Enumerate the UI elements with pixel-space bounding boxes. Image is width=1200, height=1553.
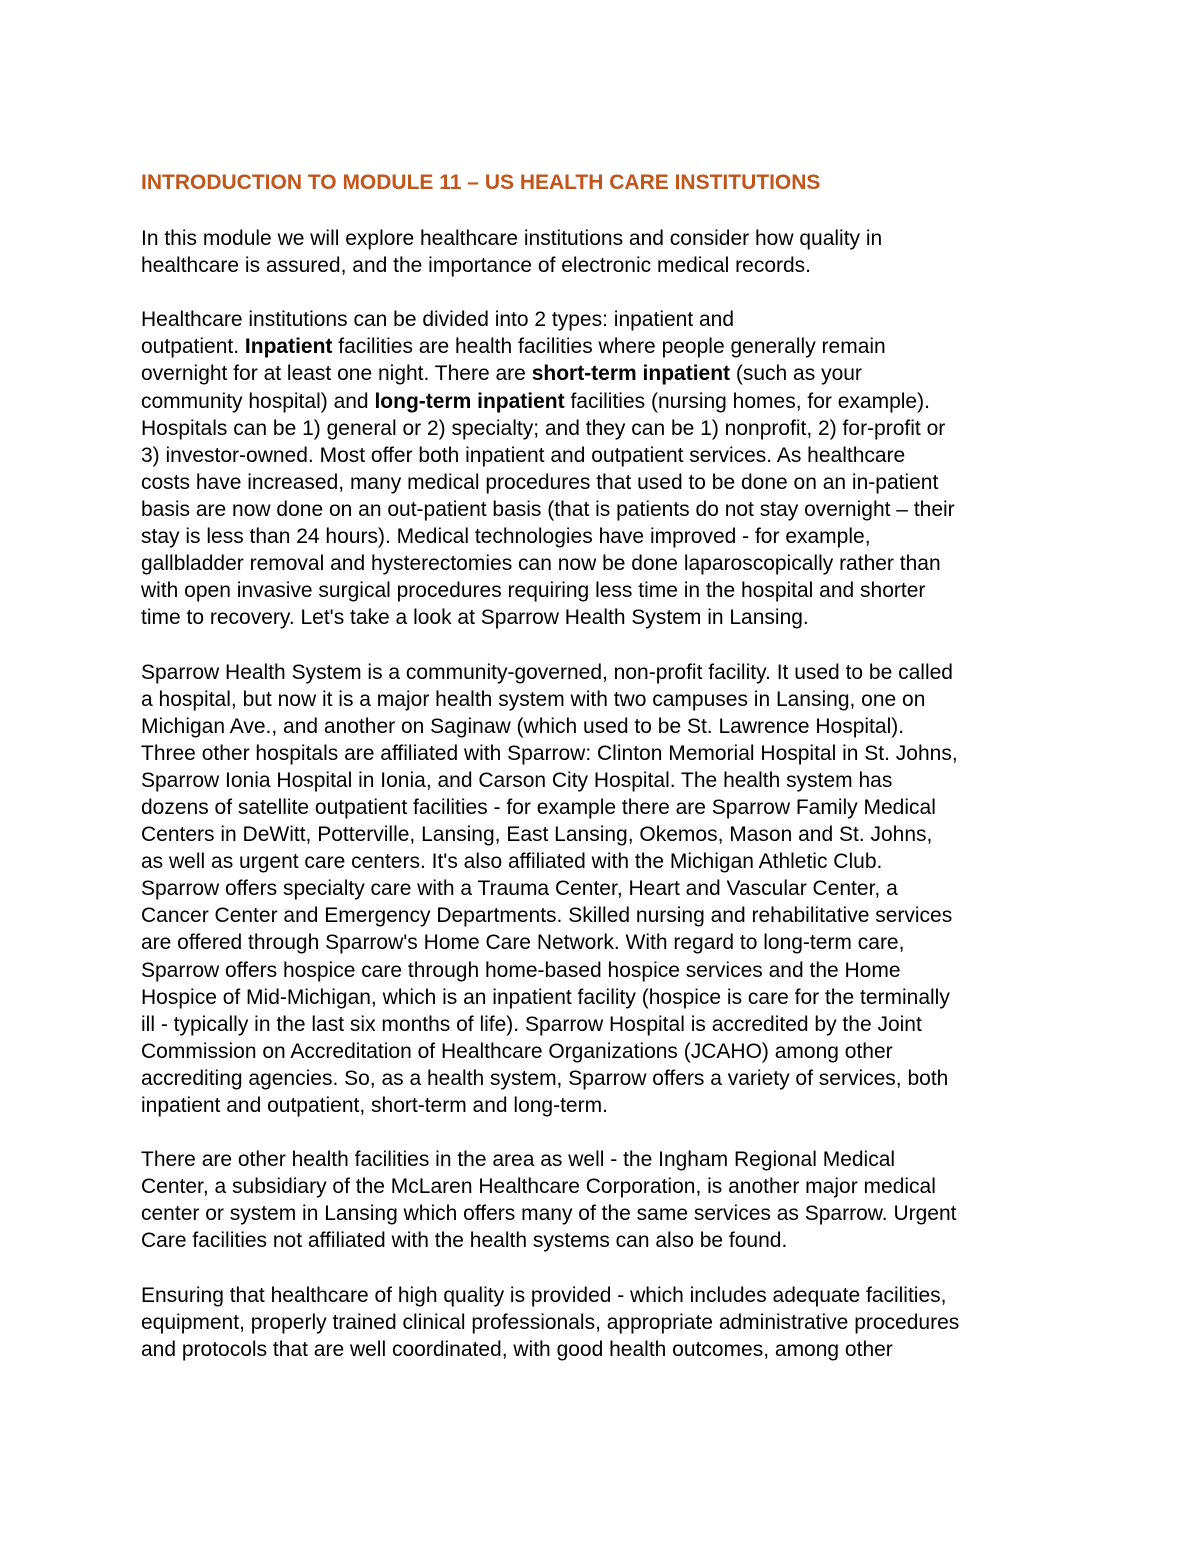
text-line — [141, 442, 1071, 469]
text-run: costs have increased, many medical procedures that used to be done on an in-patient — [141, 470, 939, 494]
text-run: time to recovery. Let's take a look at Sparrow Health System in Lansing. — [141, 606, 809, 630]
text-run: Sparrow offers hospice care through home-based hospice services and the Home — [141, 958, 901, 982]
text-run: Sparrow Health System is a community-governed, non-profit facility. It used to be called — [141, 660, 953, 684]
text-run: center or system in Lansing which offers many of the same services as Sparrow. Urgent — [141, 1202, 957, 1226]
text-line — [141, 550, 1071, 577]
text-run: outpatient. — [141, 335, 245, 359]
document-title: INTRODUCTION TO MODULE 11 – US HEALTH CARE INSTITUTIONS — [141, 171, 821, 194]
text-run: ill - typically in the last six months of life). Sparrow Hospital is accredited by the Joint — [141, 1012, 922, 1036]
text-run: dozens of satellite outpatient facilities - for example there are Sparrow Family Medical — [141, 795, 936, 819]
text-run: Sparrow Ionia Hospital in Ionia, and Carson City Hospital. The health system has — [141, 768, 893, 792]
text-line — [141, 794, 1071, 821]
text-line — [141, 252, 1071, 279]
text-line — [141, 333, 1071, 360]
text-run: Commission on Accreditation of Healthcare Organizations (JCAHO) among other — [141, 1039, 893, 1063]
text-run: In this module we will explore healthcare institutions and consider how quality in — [141, 227, 883, 250]
text-run: Hospitals can be 1) general or 2) specialty; and they can be 1) nonprofit, 2) for-profit or — [141, 416, 946, 440]
text-run: gallbladder removal and hysterectomies can now be done laparoscopically rather than — [141, 552, 941, 576]
text-line — [141, 306, 1071, 333]
text-line — [141, 740, 1071, 767]
text-run: accrediting agencies. So, as a health system, Sparrow offers a variety of services, both — [141, 1066, 949, 1090]
text-line — [141, 984, 1071, 1011]
text-line — [141, 415, 1071, 442]
text-run: Cancer Center and Emergency Departments. Skilled nursing and rehabilitative services — [141, 904, 953, 928]
text-line — [141, 388, 1071, 415]
paragraph-4 — [141, 1146, 1071, 1254]
text-run: Three other hospitals are affiliated with Sparrow: Clinton Memorial Hospital in St. Johns, — [141, 741, 958, 765]
text-line — [141, 1065, 1071, 1092]
text-run: There are other health facilities in the area as well - the Ingham Regional Medical — [141, 1148, 896, 1172]
paragraph-3 — [141, 659, 1071, 1120]
text-run: with open invasive surgical procedures requiring less time in the hospital and shorter — [141, 579, 926, 603]
text-run: Hospice of Mid-Michigan, which is an inpatient facility (hospice is care for the terminally — [141, 985, 950, 1009]
text-run: and protocols that are well coordinated, with good health outcomes, among other — [141, 1337, 893, 1361]
text-line — [141, 577, 1071, 604]
text-run: as well as urgent care centers. It's also affiliated with the Michigan Athletic Club. — [141, 850, 883, 874]
bold-term: Inpatient — [244, 335, 333, 359]
text-line — [141, 767, 1071, 794]
text-line — [141, 1309, 1071, 1336]
text-run: a hospital, but now it is a major health system with two campuses in Lansing, one on — [141, 687, 926, 711]
text-run: healthcare is assured, and the importance of electronic medical records. — [141, 254, 812, 278]
text-run: Center, a subsidiary of the McLaren Healthcare Corporation, is another major medical — [141, 1175, 936, 1199]
text-line — [141, 659, 1071, 686]
text-line — [141, 821, 1071, 848]
text-run: are offered through Sparrow's Home Care Network. With regard to long-term care, — [141, 931, 905, 955]
text-run: community hospital) and — [141, 389, 375, 413]
text-run: Michigan Ave., and another on Saginaw (which used to be St. Lawrence Hospital). — [141, 714, 905, 738]
bold-term: short-term inpatient — [531, 362, 731, 386]
text-line — [141, 713, 1071, 740]
paragraph-2 — [141, 306, 1071, 631]
text-line — [141, 875, 1071, 902]
bold-term: long-term inpatient — [374, 389, 565, 413]
text-run: facilities (nursing homes, for example). — [564, 389, 930, 413]
text-line — [141, 604, 1071, 631]
text-line — [141, 902, 1071, 929]
text-line — [141, 1038, 1071, 1065]
text-run: Healthcare institutions can be divided into 2 types: inpatient and — [141, 308, 735, 332]
text-line — [141, 848, 1071, 875]
text-run: stay is less than 24 hours). Medical technologies have improved - for example, — [141, 525, 871, 549]
text-line — [141, 469, 1071, 496]
text-run: Sparrow offers specialty care with a Trauma Center, Heart and Vascular Center, a — [141, 877, 898, 901]
text-line — [141, 496, 1071, 523]
text-line — [141, 1092, 1071, 1119]
paragraph-container — [141, 225, 1071, 1363]
text-line — [141, 1011, 1071, 1038]
text-line — [141, 1282, 1071, 1309]
text-run: Centers in DeWitt, Potterville, Lansing, East Lansing, Okemos, Mason and St. Johns, — [141, 823, 933, 847]
document-body — [141, 168, 1071, 1390]
text-line — [141, 1227, 1071, 1254]
text-line — [141, 1146, 1071, 1173]
text-line — [141, 686, 1071, 713]
paragraph-1 — [141, 225, 1071, 279]
text-run: equipment, properly trained clinical professionals, appropriate administrative procedures — [141, 1310, 960, 1334]
text-run: facilities are health facilities where people generally remain — [332, 335, 886, 359]
text-line — [141, 929, 1071, 956]
text-run: Ensuring that healthcare of high quality is provided - which includes adequate facilities, — [141, 1283, 947, 1307]
text-run: (such as your — [730, 362, 862, 386]
text-line — [141, 360, 1071, 387]
text-line — [141, 957, 1071, 984]
text-run: inpatient and outpatient, short-term and long-term. — [141, 1094, 608, 1117]
text-run: 3) investor-owned. Most offer both inpatient and outpatient services. As healthcare — [141, 443, 906, 467]
text-line — [141, 1173, 1071, 1200]
text-line — [141, 1200, 1071, 1227]
text-run: Care facilities not affiliated with the health systems can also be found. — [141, 1229, 788, 1253]
text-line — [141, 523, 1071, 550]
text-line — [141, 225, 1071, 252]
paragraph-5 — [141, 1282, 1071, 1363]
text-line — [141, 1336, 1071, 1363]
text-run: basis are now done on an out-patient basis (that is patients do not stay overnight – their — [141, 497, 955, 521]
text-run: overnight for at least one night. There are — [141, 362, 532, 386]
